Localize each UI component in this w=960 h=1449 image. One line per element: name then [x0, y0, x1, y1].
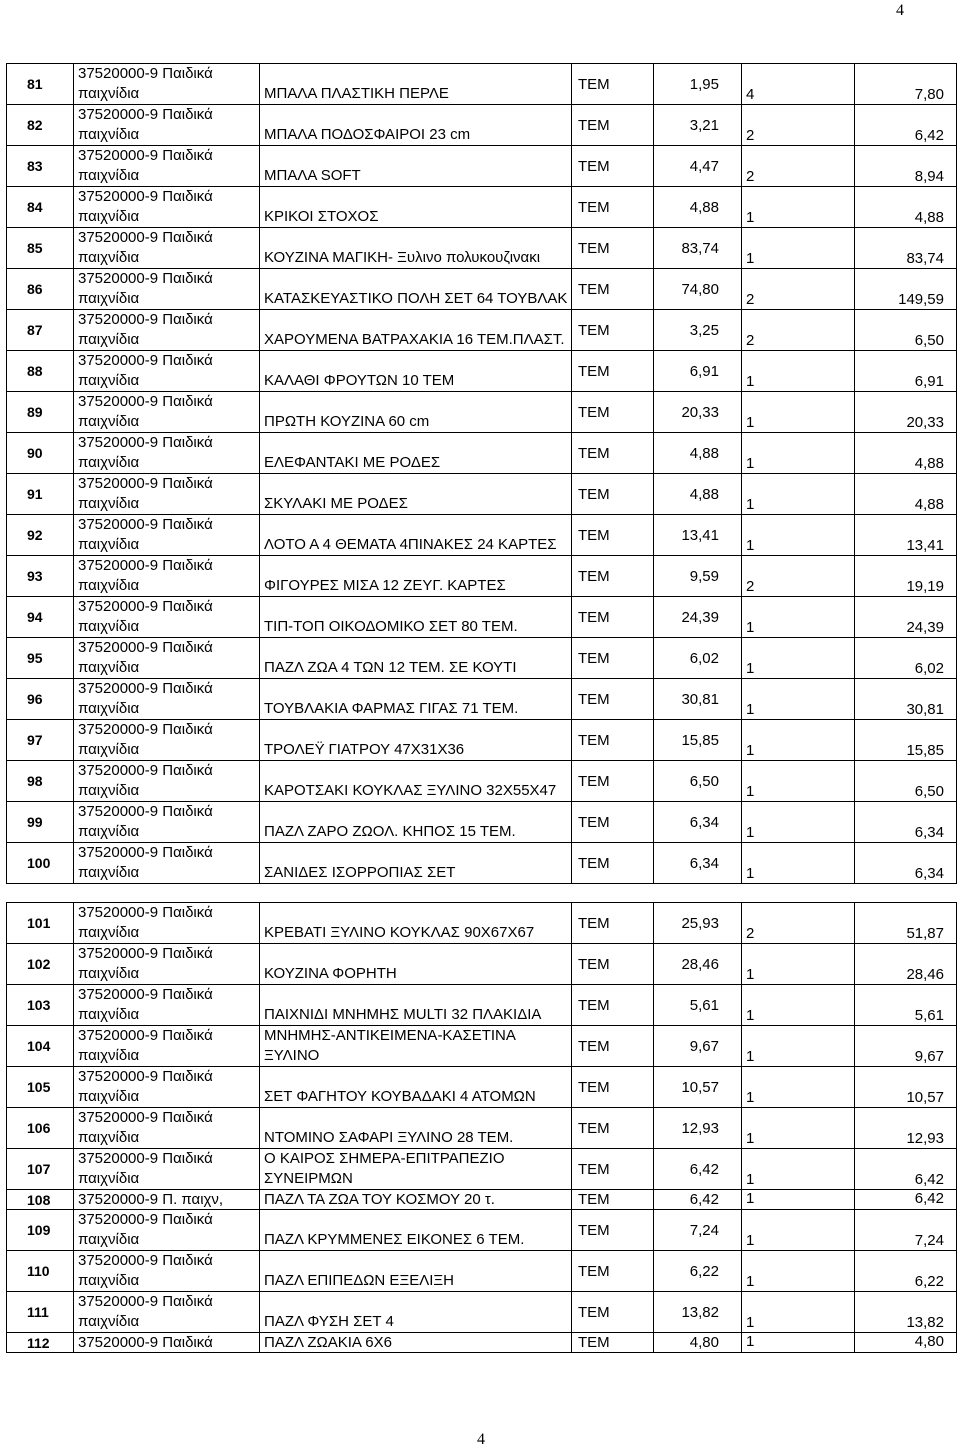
item-quantity: 1 [742, 597, 855, 638]
item-total: 6,91 [855, 351, 957, 392]
table-row [7, 474, 957, 515]
item-category: 37520000-9 Παιδικά παιχνίδια [74, 474, 260, 515]
item-category: 37520000-9 Παιδικά παιχνίδια [74, 1292, 260, 1333]
item-description: ΣΚΥΛΑΚΙ ΜΕ ΡΟΔΕΣ [260, 474, 572, 515]
item-total: 9,67 [855, 1026, 957, 1067]
item-unit: ΤΕΜ [572, 105, 654, 146]
item-total: 149,59 [855, 269, 957, 310]
item-unit-price: 6,42 [654, 1190, 742, 1210]
item-unit: ΤΕΜ [572, 1190, 654, 1210]
item-unit-price: 74,80 [654, 269, 742, 310]
item-description: ΣΑΝΙΔΕΣ ΙΣΟΡΡΟΠΙΑΣ ΣΕΤ [260, 843, 572, 884]
item-unit-price: 13,41 [654, 515, 742, 556]
item-description: ΠΑΖΛ ΦΥΣΗ ΣΕΤ 4 [260, 1292, 572, 1333]
item-total: 6,02 [855, 638, 957, 679]
table-row [7, 720, 957, 761]
item-description: ΠΑΖΛ ΤΑ ΖΩΑ ΤΟΥ ΚΟΣΜΟΥ 20 τ. [260, 1190, 572, 1210]
item-total: 7,24 [855, 1210, 957, 1251]
item-category: 37520000-9 Παιδικά παιχνίδια [74, 843, 260, 884]
table-row [7, 1210, 957, 1251]
item-description: ΜΠΑΛΑ ΠΟΔΟΣΦΑΙΡΟΙ 23 cm [260, 105, 572, 146]
item-total: 24,39 [855, 597, 957, 638]
table-row [7, 597, 957, 638]
item-category: 37520000-9 Παιδικά παιχνίδια [74, 1251, 260, 1292]
item-unit-price: 6,42 [654, 1149, 742, 1190]
item-total: 30,81 [855, 679, 957, 720]
table-row [7, 105, 957, 146]
table-row [7, 392, 957, 433]
item-quantity: 1 [742, 1333, 855, 1353]
item-unit: ΤΕΜ [572, 433, 654, 474]
item-number: 96 [7, 679, 74, 720]
item-quantity: 1 [742, 433, 855, 474]
item-number: 103 [7, 985, 74, 1026]
item-number: 102 [7, 944, 74, 985]
item-unit-price: 3,25 [654, 310, 742, 351]
item-unit: ΤΕΜ [572, 1149, 654, 1190]
item-category: 37520000-9 Παιδικά παιχνίδια [74, 1210, 260, 1251]
item-unit: ΤΕΜ [572, 228, 654, 269]
item-quantity: 1 [742, 1190, 855, 1210]
item-unit-price: 7,24 [654, 1210, 742, 1251]
item-category: 37520000-9 Παιδικά παιχνίδια [74, 903, 260, 944]
item-description: ΧΑΡΟΥΜΕΝΑ ΒΑΤΡΑΧΑΚΙΑ 16 ΤΕΜ.ΠΛΑΣΤ. [260, 310, 572, 351]
table-row [7, 1190, 957, 1210]
item-description: ΣΕΤ ΦΑΓΗΤΟΥ ΚΟΥΒΑΔΑΚΙ 4 ΑΤΟΜΩΝ [260, 1067, 572, 1108]
item-quantity: 1 [742, 679, 855, 720]
item-quantity: 1 [742, 1149, 855, 1190]
item-number: 94 [7, 597, 74, 638]
item-total: 6,50 [855, 761, 957, 802]
table-row [7, 679, 957, 720]
table-row [7, 944, 957, 985]
item-category: 37520000-9 Παιδικά παιχνίδια [74, 679, 260, 720]
item-unit-price: 28,46 [654, 944, 742, 985]
item-unit-price: 6,02 [654, 638, 742, 679]
item-number: 108 [7, 1190, 74, 1210]
item-unit: ΤΕΜ [572, 310, 654, 351]
item-category: 37520000-9 Παιδικά παιχνίδια [74, 802, 260, 843]
item-unit-price: 24,39 [654, 597, 742, 638]
item-quantity: 2 [742, 146, 855, 187]
item-description: ΜΝΗΜΗΣ-ΑΝΤΙΚΕΙΜΕΝΑ-ΚΑΣΕΤΙΝΑ ΞΥΛΙΝΟ [260, 1026, 572, 1067]
item-unit-price: 25,93 [654, 903, 742, 944]
item-unit: ΤΕΜ [572, 843, 654, 884]
item-number: 97 [7, 720, 74, 761]
table-row [7, 187, 957, 228]
item-quantity: 1 [742, 1210, 855, 1251]
item-number: 98 [7, 761, 74, 802]
item-category: 37520000-9 Παιδικά παιχνίδια [74, 1067, 260, 1108]
item-description: ΠΑΖΛ ΖΩΑ 4 ΤΩΝ 12 ΤΕΜ. ΣΕ ΚΟΥΤΙ [260, 638, 572, 679]
item-category: 37520000-9 Παιδικά παιχνίδια [74, 985, 260, 1026]
item-unit: ΤΕΜ [572, 556, 654, 597]
item-category: 37520000-9 Παιδικά παιχνίδια [74, 761, 260, 802]
item-unit: ΤΕΜ [572, 515, 654, 556]
item-total: 6,42 [855, 105, 957, 146]
item-number: 81 [7, 64, 74, 105]
page-number-top: 4 [896, 2, 904, 19]
item-total: 5,61 [855, 985, 957, 1026]
item-quantity: 1 [742, 474, 855, 515]
table-row [7, 310, 957, 351]
item-number: 104 [7, 1026, 74, 1067]
item-description: ΚΟΥΖΙΝΑ ΜΑΓΙΚΗ- Ξυλινο πολυκουζινακι [260, 228, 572, 269]
table-row [7, 269, 957, 310]
item-unit-price: 6,34 [654, 802, 742, 843]
items-table-1 [6, 63, 957, 884]
item-unit: ΤΕΜ [572, 474, 654, 515]
item-description: ΠΑΙΧΝΙΔΙ ΜΝΗΜΗΣ MULTI 32 ΠΛΑΚΙΔΙΑ [260, 985, 572, 1026]
item-total: 6,34 [855, 843, 957, 884]
item-description: ΚΡΕΒΑΤΙ ΞΥΛΙΝΟ ΚΟΥΚΛΑΣ 90Χ67Χ67 [260, 903, 572, 944]
item-category: 37520000-9 Παιδικά παιχνίδια [74, 228, 260, 269]
item-quantity: 1 [742, 638, 855, 679]
item-description: Ο ΚΑΙΡΟΣ ΣΗΜΕΡΑ-ΕΠΙΤΡΑΠΕΖΙΟ ΣΥΝΕΙΡΜΩΝ [260, 1149, 572, 1190]
item-category: 37520000-9 Παιδικά παιχνίδια [74, 351, 260, 392]
item-total: 4,80 [855, 1333, 957, 1353]
item-total: 7,80 [855, 64, 957, 105]
table-row [7, 1251, 957, 1292]
table-row [7, 515, 957, 556]
item-unit-price: 6,22 [654, 1251, 742, 1292]
item-total: 15,85 [855, 720, 957, 761]
item-category: 37520000-9 Παιδικά παιχνίδια [74, 64, 260, 105]
item-quantity: 1 [742, 720, 855, 761]
item-unit: ΤΕΜ [572, 761, 654, 802]
item-unit: ΤΕΜ [572, 1067, 654, 1108]
item-total: 20,33 [855, 392, 957, 433]
item-description: ΠΑΖΛ ΚΡΥΜΜΕΝΕΣ ΕΙΚΟΝΕΣ 6 ΤΕΜ. [260, 1210, 572, 1251]
item-quantity: 1 [742, 515, 855, 556]
item-category: 37520000-9 Παιδικά παιχνίδια [74, 1149, 260, 1190]
item-category: 37520000-9 Παιδικά παιχνίδια [74, 720, 260, 761]
item-unit-price: 15,85 [654, 720, 742, 761]
item-quantity: 1 [742, 1292, 855, 1333]
item-description: ΜΠΑΛΑ ΠΛΑΣΤΙΚΗ ΠΕΡΛΕ [260, 64, 572, 105]
item-quantity: 1 [742, 1108, 855, 1149]
table-row [7, 64, 957, 105]
item-category: 37520000-9 Παιδικά παιχνίδια [74, 269, 260, 310]
item-quantity: 2 [742, 556, 855, 597]
item-number: 91 [7, 474, 74, 515]
item-description: ΠΑΖΛ ΖΩΑΚΙΑ 6Χ6 [260, 1333, 572, 1353]
item-unit-price: 9,59 [654, 556, 742, 597]
item-category: 37520000-9 Π. παιχν, [74, 1190, 260, 1210]
table-row [7, 1333, 957, 1353]
item-unit-price: 3,21 [654, 105, 742, 146]
item-total: 6,50 [855, 310, 957, 351]
item-unit: ΤΕΜ [572, 679, 654, 720]
item-number: 90 [7, 433, 74, 474]
item-unit: ΤΕΜ [572, 1210, 654, 1251]
item-description: ΝΤΟΜΙΝΟ ΣΑΦΑΡΙ ΞΥΛΙΝΟ 28 ΤΕΜ. [260, 1108, 572, 1149]
item-description: ΤΡΟΛΕΫ ΓΙΑΤΡΟΥ 47Χ31Χ36 [260, 720, 572, 761]
item-number: 109 [7, 1210, 74, 1251]
item-total: 12,93 [855, 1108, 957, 1149]
item-unit-price: 4,88 [654, 474, 742, 515]
item-unit: ΤΕΜ [572, 597, 654, 638]
item-number: 107 [7, 1149, 74, 1190]
item-total: 6,42 [855, 1149, 957, 1190]
item-description: ΚΑΡΟΤΣΑΚΙ ΚΟΥΚΛΑΣ ΞΥΛΙΝΟ 32Χ55Χ47 [260, 761, 572, 802]
table-row [7, 802, 957, 843]
table-row [7, 1026, 957, 1067]
table-row [7, 433, 957, 474]
item-unit: ΤΕΜ [572, 1108, 654, 1149]
item-quantity: 1 [742, 843, 855, 884]
item-quantity: 2 [742, 105, 855, 146]
item-unit: ΤΕΜ [572, 802, 654, 843]
item-number: 89 [7, 392, 74, 433]
item-description: ΜΠΑΛΑ SOFT [260, 146, 572, 187]
item-description: ΚΑΤΑΣΚΕΥΑΣΤΙΚΟ ΠΟΛΗ ΣΕΤ 64 ΤΟΥΒΛΑΚ [260, 269, 572, 310]
item-quantity: 4 [742, 64, 855, 105]
item-unit-price: 20,33 [654, 392, 742, 433]
item-category: 37520000-9 Παιδικά παιχνίδια [74, 944, 260, 985]
item-quantity: 1 [742, 1067, 855, 1108]
item-total: 13,41 [855, 515, 957, 556]
table-row [7, 1108, 957, 1149]
item-number: 86 [7, 269, 74, 310]
item-total: 8,94 [855, 146, 957, 187]
item-unit-price: 4,80 [654, 1333, 742, 1353]
item-category: 37520000-9 Παιδικά [74, 1333, 260, 1353]
item-number: 84 [7, 187, 74, 228]
table-row [7, 1149, 957, 1190]
item-number: 82 [7, 105, 74, 146]
item-unit-price: 13,82 [654, 1292, 742, 1333]
item-number: 85 [7, 228, 74, 269]
item-number: 93 [7, 556, 74, 597]
item-total: 19,19 [855, 556, 957, 597]
item-description: ΤΙΠ-ΤΟΠ ΟΙΚΟΔΟΜΙΚΟ ΣΕΤ 80 ΤΕΜ. [260, 597, 572, 638]
item-total: 13,82 [855, 1292, 957, 1333]
item-quantity: 2 [742, 269, 855, 310]
item-category: 37520000-9 Παιδικά παιχνίδια [74, 433, 260, 474]
table-row [7, 1292, 957, 1333]
table-row [7, 351, 957, 392]
item-unit: ΤΕΜ [572, 638, 654, 679]
item-quantity: 1 [742, 1026, 855, 1067]
item-unit: ΤΕΜ [572, 1292, 654, 1333]
item-quantity: 1 [742, 228, 855, 269]
item-quantity: 1 [742, 761, 855, 802]
item-number: 112 [7, 1333, 74, 1353]
item-unit: ΤΕΜ [572, 903, 654, 944]
item-quantity: 2 [742, 310, 855, 351]
item-quantity: 1 [742, 985, 855, 1026]
table-row [7, 146, 957, 187]
item-description: ΠΡΩΤΗ ΚΟΥΖΙΝΑ 60 cm [260, 392, 572, 433]
table-row [7, 903, 957, 944]
item-unit-price: 4,88 [654, 433, 742, 474]
item-unit: ΤΕΜ [572, 187, 654, 228]
item-unit-price: 6,91 [654, 351, 742, 392]
item-unit: ΤΕΜ [572, 1251, 654, 1292]
page-number-bottom: 4 [477, 1431, 485, 1448]
item-category: 37520000-9 Παιδικά παιχνίδια [74, 392, 260, 433]
item-quantity: 1 [742, 187, 855, 228]
item-total: 83,74 [855, 228, 957, 269]
item-unit: ΤΕΜ [572, 269, 654, 310]
item-unit-price: 10,57 [654, 1067, 742, 1108]
item-quantity: 1 [742, 802, 855, 843]
item-quantity: 1 [742, 392, 855, 433]
item-number: 110 [7, 1251, 74, 1292]
item-number: 83 [7, 146, 74, 187]
item-unit-price: 12,93 [654, 1108, 742, 1149]
item-total: 6,34 [855, 802, 957, 843]
table-row [7, 985, 957, 1026]
item-total: 4,88 [855, 433, 957, 474]
item-description: ΛΟΤΟ Α 4 ΘΕΜΑΤΑ 4ΠΙΝΑΚΕΣ 24 ΚΑΡΤΕΣ [260, 515, 572, 556]
item-description: ΠΑΖΛ ΖΑΡΟ ΖΩΟΛ. ΚΗΠΟΣ 15 ΤΕΜ. [260, 802, 572, 843]
item-category: 37520000-9 Παιδικά παιχνίδια [74, 556, 260, 597]
item-number: 101 [7, 903, 74, 944]
item-number: 92 [7, 515, 74, 556]
item-description: ΚΟΥΖΙΝΑ ΦΟΡΗΤΗ [260, 944, 572, 985]
item-unit: ΤΕΜ [572, 720, 654, 761]
item-category: 37520000-9 Παιδικά παιχνίδια [74, 515, 260, 556]
item-unit-price: 9,67 [654, 1026, 742, 1067]
items-table-2 [6, 902, 957, 1353]
item-unit: ΤΕΜ [572, 985, 654, 1026]
item-unit-price: 30,81 [654, 679, 742, 720]
table-row [7, 228, 957, 269]
item-description: ΤΟΥΒΛΑΚΙΑ ΦΑΡΜΑΣ ΓΙΓΑΣ 71 ΤΕΜ. [260, 679, 572, 720]
item-quantity: 1 [742, 1251, 855, 1292]
item-category: 37520000-9 Παιδικά παιχνίδια [74, 597, 260, 638]
item-number: 95 [7, 638, 74, 679]
item-total: 28,46 [855, 944, 957, 985]
item-quantity: 1 [742, 944, 855, 985]
item-description: ΚΑΛΑΘΙ ΦΡΟΥΤΩΝ 10 ΤΕΜ [260, 351, 572, 392]
item-unit: ΤΕΜ [572, 146, 654, 187]
table-row [7, 761, 957, 802]
item-category: 37520000-9 Παιδικά παιχνίδια [74, 1108, 260, 1149]
table-row [7, 843, 957, 884]
item-unit-price: 4,47 [654, 146, 742, 187]
item-unit: ΤΕΜ [572, 1026, 654, 1067]
item-total: 51,87 [855, 903, 957, 944]
item-category: 37520000-9 Παιδικά παιχνίδια [74, 187, 260, 228]
item-category: 37520000-9 Παιδικά παιχνίδια [74, 638, 260, 679]
item-unit: ΤΕΜ [572, 392, 654, 433]
item-description: ΚΡΙΚΟΙ ΣΤΟΧΟΣ [260, 187, 572, 228]
item-quantity: 2 [742, 903, 855, 944]
item-total: 4,88 [855, 474, 957, 515]
item-total: 4,88 [855, 187, 957, 228]
item-unit: ΤΕΜ [572, 64, 654, 105]
item-unit-price: 5,61 [654, 985, 742, 1026]
item-category: 37520000-9 Παιδικά παιχνίδια [74, 146, 260, 187]
table-row [7, 1067, 957, 1108]
item-number: 100 [7, 843, 74, 884]
item-total: 6,42 [855, 1190, 957, 1210]
table-row [7, 556, 957, 597]
table-row [7, 638, 957, 679]
item-unit-price: 6,50 [654, 761, 742, 802]
item-number: 88 [7, 351, 74, 392]
item-number: 106 [7, 1108, 74, 1149]
item-unit-price: 6,34 [654, 843, 742, 884]
item-category: 37520000-9 Παιδικά παιχνίδια [74, 310, 260, 351]
item-total: 10,57 [855, 1067, 957, 1108]
item-category: 37520000-9 Παιδικά παιχνίδια [74, 1026, 260, 1067]
item-unit: ΤΕΜ [572, 351, 654, 392]
item-description: ΕΛΕΦΑΝΤΑΚΙ ΜΕ ΡΟΔΕΣ [260, 433, 572, 474]
item-number: 111 [7, 1292, 74, 1333]
item-number: 99 [7, 802, 74, 843]
item-category: 37520000-9 Παιδικά παιχνίδια [74, 105, 260, 146]
item-total: 6,22 [855, 1251, 957, 1292]
item-unit-price: 1,95 [654, 64, 742, 105]
item-unit-price: 83,74 [654, 228, 742, 269]
item-quantity: 1 [742, 351, 855, 392]
item-number: 105 [7, 1067, 74, 1108]
item-number: 87 [7, 310, 74, 351]
item-description: ΠΑΖΛ ΕΠΙΠΕΔΩΝ ΕΞΕΛΙΞΗ [260, 1251, 572, 1292]
item-description: ΦΙΓΟΥΡΕΣ ΜΙΣΑ 12 ΖΕΥΓ. ΚΑΡΤΕΣ [260, 556, 572, 597]
item-unit: ΤΕΜ [572, 944, 654, 985]
item-unit-price: 4,88 [654, 187, 742, 228]
item-unit: ΤΕΜ [572, 1333, 654, 1353]
